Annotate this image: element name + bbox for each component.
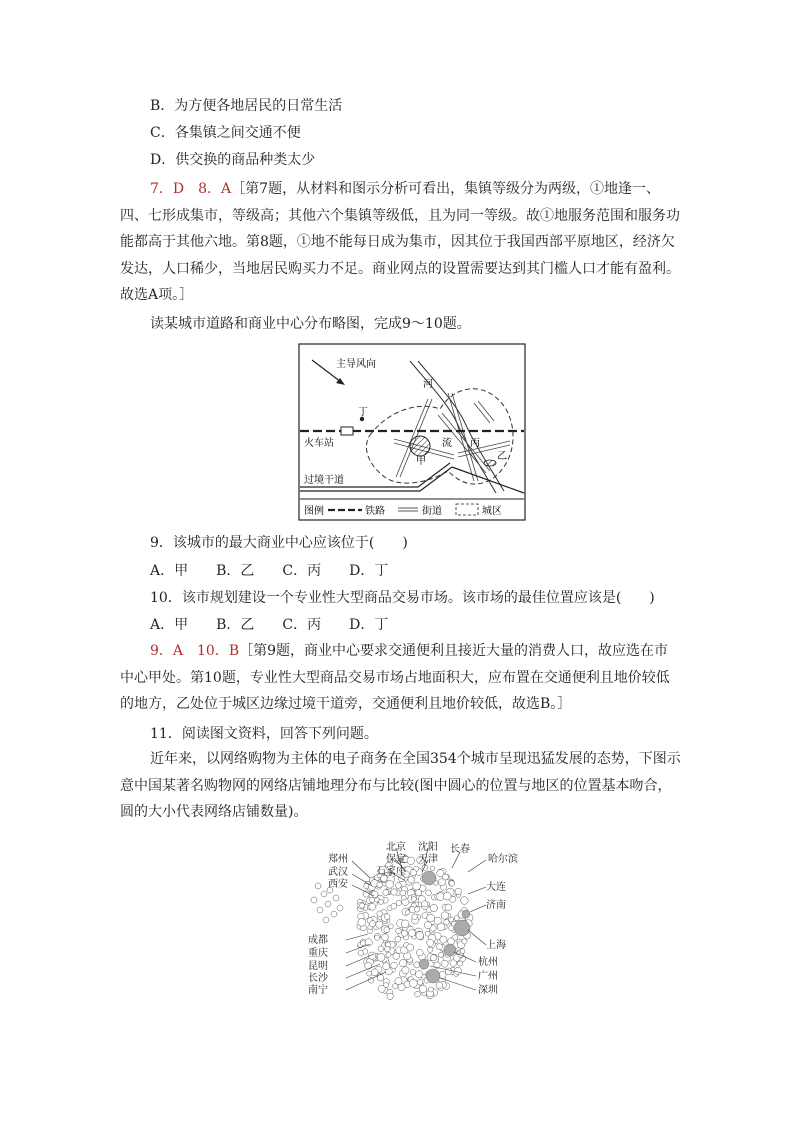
store-bubble bbox=[414, 962, 420, 968]
store-bubble bbox=[375, 935, 380, 940]
label-harbin: 哈尔滨 bbox=[488, 854, 518, 865]
label-dalian: 大连 bbox=[486, 882, 506, 893]
store-bubble bbox=[455, 888, 461, 894]
legend-title: 图例 bbox=[304, 506, 324, 517]
store-bubble bbox=[438, 879, 445, 886]
store-bubble bbox=[393, 984, 398, 989]
store-bubble bbox=[430, 955, 436, 961]
store-bubble bbox=[445, 968, 452, 975]
store-bubble bbox=[358, 950, 364, 956]
store-bubble bbox=[402, 967, 409, 974]
bubble-beijing bbox=[422, 871, 436, 885]
answer-text: ［第7题，从材料和图示分析可看出，集镇等级分为两级，①地逢一、四、七形成集市，等级高；其他六个集镇等级低，且为同一等级。故①地服务范围和服务功能都高于其他六地。第8题，①地不能每日成为集市，因其位于我国西部平原地区，经济欠发达，人口稀少，当地居民购买力不足。商业网点的设置需要达到其门槛人口才能有盈利。故选A项。］ bbox=[120, 181, 680, 303]
store-bubble bbox=[372, 891, 379, 898]
store-bubble bbox=[445, 904, 452, 911]
store-bubble bbox=[426, 890, 432, 896]
bing-label: 丙 bbox=[470, 438, 480, 449]
store-bubble bbox=[378, 899, 383, 904]
store-bubble bbox=[363, 891, 369, 897]
store-bubble bbox=[415, 890, 421, 896]
store-bubble bbox=[368, 978, 374, 984]
bubble-shanghai bbox=[454, 920, 470, 936]
store-bubble bbox=[337, 905, 343, 911]
store-bubble bbox=[393, 953, 400, 960]
store-bubble bbox=[410, 970, 415, 975]
store-bubble bbox=[399, 959, 406, 966]
store-bubble bbox=[325, 901, 331, 907]
store-bubble bbox=[441, 960, 448, 967]
legend-railway: 铁路 bbox=[365, 506, 385, 517]
q10-options: A．甲 B．乙 C．丙 D．丁 bbox=[150, 617, 389, 633]
store-bubble bbox=[401, 920, 409, 928]
store-bubble-map bbox=[300, 838, 530, 1002]
label-shijiazhuang: 石家庄 bbox=[376, 866, 406, 877]
legend-urban: 城区 bbox=[482, 506, 502, 517]
store-bubble bbox=[391, 903, 397, 909]
store-bubble bbox=[323, 917, 329, 923]
label-shanghai: 上海 bbox=[486, 940, 506, 951]
store-bubble bbox=[396, 883, 402, 889]
store-bubble bbox=[412, 914, 418, 920]
intro-9-10: 读某城市道路和商业中心分布略图，完成9～10题。 bbox=[150, 316, 471, 332]
store-bubble bbox=[331, 911, 337, 917]
bypass-label: 过境干道 bbox=[304, 475, 344, 486]
label-jinan: 济南 bbox=[486, 900, 506, 911]
label-zhengzhou: 郑州 bbox=[328, 854, 348, 865]
store-bubble bbox=[462, 939, 467, 944]
store-bubble bbox=[358, 919, 366, 927]
station-label: 火车站 bbox=[304, 438, 334, 449]
store-bubble bbox=[386, 952, 391, 957]
label-xian: 西安 bbox=[328, 879, 348, 890]
store-bubble bbox=[361, 941, 366, 946]
jia-label: 甲 bbox=[416, 456, 426, 467]
store-bubble bbox=[400, 890, 406, 896]
store-bubble bbox=[407, 944, 414, 951]
store-bubble bbox=[411, 897, 416, 902]
label-guangzhou: 广州 bbox=[478, 971, 498, 982]
store-bubble bbox=[387, 993, 393, 999]
store-bubble bbox=[409, 979, 417, 987]
store-bubble bbox=[395, 936, 401, 942]
store-bubble bbox=[428, 987, 433, 992]
answer-tag: 7．D 8．A bbox=[150, 181, 232, 197]
label-changchun: 长春 bbox=[450, 844, 470, 855]
store-bubble bbox=[461, 897, 469, 905]
store-bubble bbox=[365, 939, 372, 946]
bubble-guangzhou bbox=[419, 959, 429, 969]
store-bubble bbox=[360, 903, 365, 908]
store-bubble bbox=[419, 985, 427, 993]
store-bubble bbox=[417, 949, 424, 956]
q11-text: 近年来，以网络购物为主体的电子商务在全国354个城市呈现迅猛发展的态势，下图示意中国某著名购物网的网络店铺地理分布与比较(图中圆心的位置与地区的位置基本吻合，圆的大小代表网络店铺数量)。 bbox=[120, 751, 681, 820]
store-bubble bbox=[430, 904, 437, 911]
store-bubble bbox=[407, 857, 415, 865]
store-bubble bbox=[438, 952, 443, 957]
label-nanning: 南宁 bbox=[308, 985, 328, 996]
store-bubble bbox=[449, 881, 454, 886]
store-bubble bbox=[434, 917, 441, 924]
store-bubble bbox=[384, 914, 390, 920]
store-bubble bbox=[422, 901, 428, 907]
label-shenzhen: 深圳 bbox=[478, 985, 498, 996]
store-bubble bbox=[441, 912, 448, 919]
label-changsha: 长沙 bbox=[308, 973, 328, 984]
q11-stem: 11．阅读图文资料，回答下列问题。 bbox=[150, 726, 378, 742]
store-bubble bbox=[385, 946, 391, 952]
answer-text: ［第9题，商业中心要求交通便利且接近大量的消费人口，故应选在市中心甲处。第10题，专业性大型商品交易市场占地面积大，应布置在交通便利且地价较低的地方，乙处位于城区边缘过境干道旁，交通便利且地价较低，故选B。］ bbox=[120, 643, 670, 712]
bubble-jinan bbox=[462, 910, 470, 918]
answer-9-10 bbox=[120, 638, 682, 718]
store-bubble bbox=[457, 961, 462, 966]
store-bubble bbox=[401, 930, 407, 936]
bubble-hangzhou bbox=[444, 944, 456, 956]
option-7d: D．供交换的商品种类太少 bbox=[150, 152, 316, 168]
q10-stem: 10．该市规划建设一个专业性大型商品交易市场。该市场的最佳位置应该是( ) bbox=[150, 590, 655, 606]
store-bubble bbox=[396, 928, 402, 934]
store-bubble bbox=[454, 967, 461, 974]
store-bubble bbox=[383, 963, 390, 970]
yi-site bbox=[484, 460, 496, 466]
answer-7-8 bbox=[120, 176, 682, 309]
label-baoding: 保定 bbox=[386, 854, 406, 865]
option-7c: C．各集镇之间交通不便 bbox=[150, 125, 301, 141]
station-icon bbox=[341, 427, 353, 435]
store-bubble bbox=[364, 884, 369, 889]
store-bubble bbox=[430, 866, 435, 871]
store-bubble bbox=[317, 907, 323, 913]
store-bubble bbox=[444, 920, 450, 926]
label-kunming: 昆明 bbox=[308, 961, 328, 972]
store-bubble bbox=[333, 895, 339, 901]
store-bubble bbox=[378, 946, 384, 952]
store-bubble bbox=[443, 892, 451, 900]
store-bubble bbox=[391, 962, 398, 969]
label-hangzhou: 杭州 bbox=[478, 957, 498, 968]
store-bubble bbox=[369, 903, 376, 910]
store-bubble bbox=[383, 890, 389, 896]
store-bubble bbox=[391, 889, 397, 895]
jia-center bbox=[410, 436, 430, 456]
store-bubble bbox=[386, 880, 394, 888]
option-7b: B．为方便各地居民的日常生活 bbox=[150, 98, 343, 114]
store-bubble bbox=[382, 934, 389, 941]
river-label: 河 bbox=[423, 379, 433, 390]
store-bubble bbox=[413, 882, 421, 890]
store-bubble bbox=[415, 991, 421, 997]
store-bubble bbox=[311, 897, 317, 903]
store-bubble bbox=[396, 900, 401, 905]
store-bubble bbox=[416, 932, 424, 940]
store-bubble bbox=[437, 944, 443, 950]
store-bubble bbox=[377, 882, 383, 888]
q9-stem: 9．该城市的最大商业中心应该位于( ) bbox=[150, 535, 408, 551]
q9-options: A．甲 B．乙 C．丙 D．丁 bbox=[150, 563, 389, 579]
label-wuhan: 武汉 bbox=[328, 867, 348, 878]
label-chengdu: 成都 bbox=[308, 935, 328, 946]
store-bubble bbox=[370, 898, 375, 903]
store-bubble bbox=[370, 921, 376, 927]
label-shenyang: 沈阳 bbox=[418, 842, 438, 853]
store-bubble bbox=[384, 927, 390, 933]
store-bubble bbox=[367, 971, 372, 976]
store-bubble bbox=[410, 870, 416, 876]
ding-label: 丁 bbox=[358, 407, 368, 418]
store-bubble bbox=[414, 907, 419, 912]
store-bubble bbox=[424, 922, 431, 929]
store-bubble bbox=[417, 980, 423, 986]
river-label-2: 流 bbox=[442, 438, 452, 449]
bubble-shenzhen bbox=[426, 969, 440, 983]
store-bubble bbox=[436, 982, 443, 989]
answer-tag: 9．A 10．B bbox=[150, 643, 240, 659]
store-bubble bbox=[454, 916, 459, 921]
wind-label: 主导风向 bbox=[336, 359, 376, 370]
label-beijing: 北京 bbox=[386, 842, 406, 853]
city-road-map bbox=[298, 343, 526, 521]
store-bubble bbox=[321, 891, 327, 897]
store-bubble bbox=[408, 876, 415, 883]
label-chongqing: 重庆 bbox=[308, 948, 328, 959]
store-bubble bbox=[315, 883, 321, 889]
yi-label: 乙 bbox=[497, 451, 507, 462]
store-bubble bbox=[422, 865, 428, 871]
store-bubble bbox=[405, 910, 410, 915]
store-bubble bbox=[378, 985, 385, 992]
store-bubble bbox=[377, 954, 385, 962]
legend-street: 街道 bbox=[422, 506, 442, 517]
store-bubble bbox=[427, 914, 435, 922]
store-bubble bbox=[427, 939, 434, 946]
store-bubble bbox=[449, 926, 454, 931]
store-bubble bbox=[408, 930, 415, 937]
label-tianjin: 天津 bbox=[418, 854, 438, 865]
